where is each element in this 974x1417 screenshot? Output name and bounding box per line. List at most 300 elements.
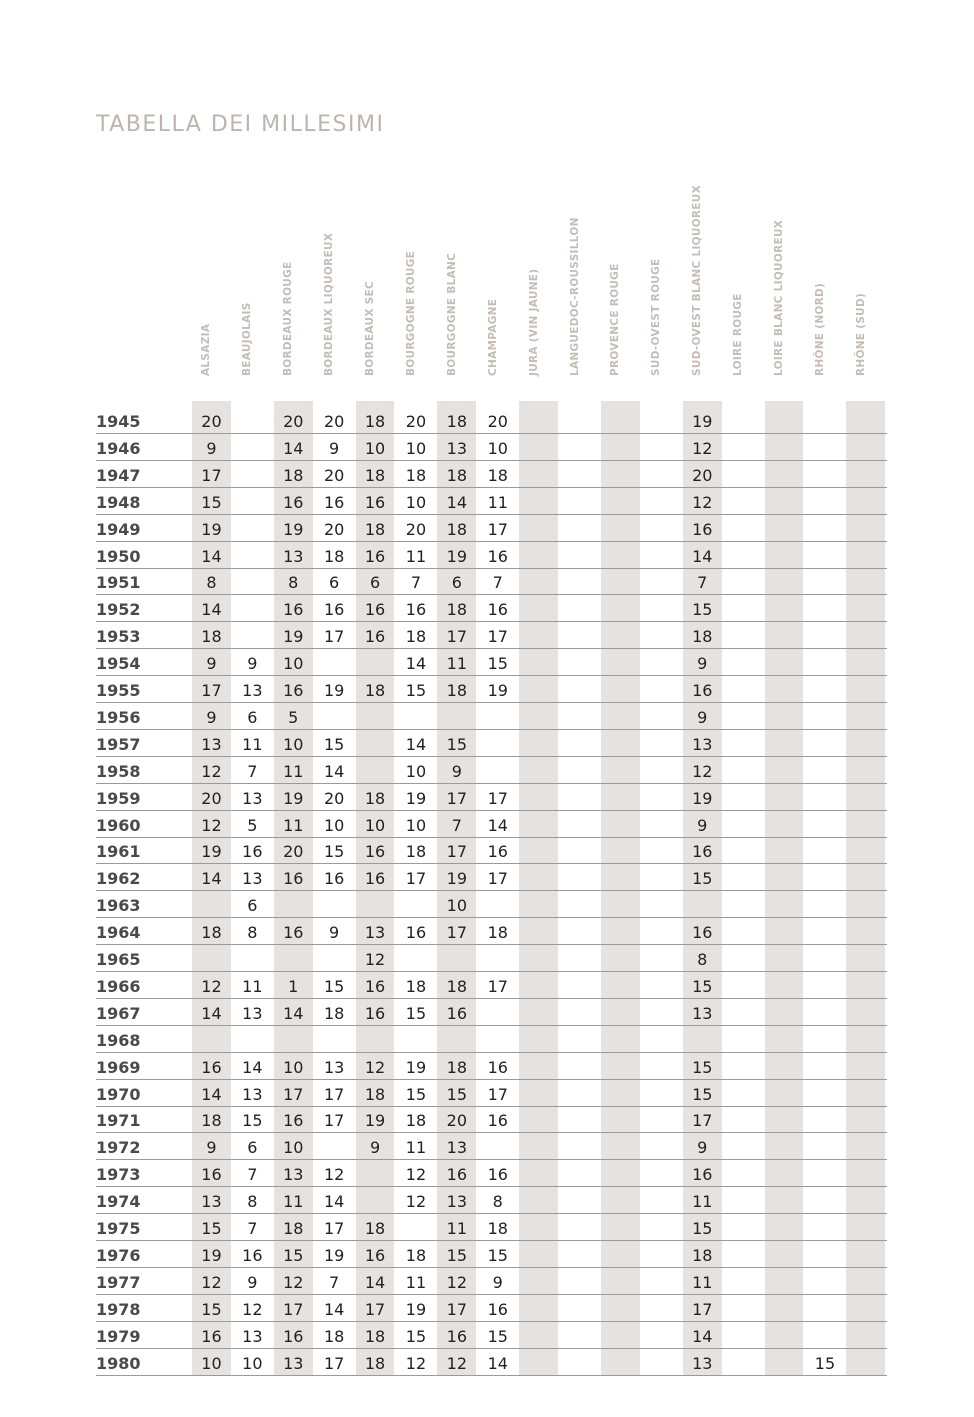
rating-cell — [233, 542, 272, 568]
rating-cell — [601, 891, 640, 917]
year-label: 1966 — [96, 976, 141, 996]
rating-cell: 10 — [405, 492, 427, 512]
rating-cell — [601, 1026, 640, 1052]
rating-cell — [806, 1268, 845, 1294]
rating-cell — [846, 1133, 885, 1159]
rating-cell: 18 — [201, 627, 222, 647]
rating-cell: 13 — [242, 1326, 263, 1346]
year-label: 1979 — [96, 1326, 141, 1346]
table-row — [96, 811, 887, 838]
rating-cell: 16 — [242, 1245, 263, 1265]
rating-cell: 11 — [446, 1219, 468, 1238]
rating-cell: 16 — [364, 1003, 386, 1023]
rating-cell — [765, 1241, 804, 1267]
rating-cell — [806, 972, 845, 998]
rating-cell: 13 — [446, 1192, 468, 1212]
rating-cell — [274, 891, 313, 917]
year-label: 1949 — [96, 519, 141, 539]
rating-cell — [765, 407, 804, 433]
rating-cell — [519, 542, 558, 568]
rating-cell: 15 — [405, 1003, 427, 1023]
rating-cell — [519, 649, 558, 675]
rating-cell — [519, 568, 558, 594]
rating-cell — [519, 1241, 558, 1267]
rating-cell: 8 — [288, 573, 299, 593]
rating-cell: 16 — [364, 842, 386, 862]
rating-cell — [233, 945, 272, 971]
rating-cell — [765, 811, 804, 837]
year-label: 1960 — [96, 815, 141, 835]
rating-cell — [846, 515, 885, 541]
rating-cell — [601, 1106, 640, 1132]
rating-cell: 20 — [446, 1111, 468, 1131]
rating-cell: 17 — [487, 976, 508, 996]
rating-cell: 16 — [283, 681, 304, 700]
rating-cell: 20 — [323, 412, 345, 431]
rating-cell — [560, 864, 599, 890]
rating-cell — [601, 488, 640, 514]
rating-cell: 20 — [405, 519, 427, 539]
rating-cell: 12 — [405, 1165, 427, 1185]
column-header-label: LOIRE BLANC LIQUOREUX — [773, 219, 786, 376]
rating-cell — [642, 649, 681, 675]
rating-cell — [642, 568, 681, 594]
table-row — [96, 1053, 887, 1080]
rating-cell: 18 — [364, 519, 386, 539]
year-label: 1963 — [96, 896, 141, 916]
rating-cell: 16 — [364, 600, 386, 620]
table-row — [96, 945, 887, 972]
rating-cell — [315, 945, 354, 971]
rating-cell — [560, 595, 599, 621]
rating-cell — [724, 864, 763, 890]
rating-cell: 18 — [201, 923, 222, 943]
rating-cell: 16 — [283, 492, 304, 512]
rating-cell: 17 — [323, 1111, 345, 1131]
rating-cell: 9 — [329, 923, 340, 943]
rating-cell: 20 — [201, 412, 222, 431]
rating-cell: 8 — [492, 1192, 503, 1212]
rating-cell: 14 — [364, 1272, 386, 1292]
rating-cell — [519, 622, 558, 648]
table-row — [96, 488, 887, 515]
year-label: 1980 — [96, 1353, 141, 1373]
rating-cell — [519, 1187, 558, 1213]
table-row — [96, 1349, 887, 1376]
column-header-label: RHÔNE (SUD) — [854, 292, 867, 376]
rating-cell — [601, 461, 640, 487]
rating-cell — [397, 891, 436, 917]
rating-cell — [315, 1133, 354, 1159]
rating-cell — [601, 945, 640, 971]
rating-cell: 9 — [697, 654, 708, 674]
rating-cell — [601, 649, 640, 675]
rating-cell — [519, 784, 558, 810]
rating-cell: 16 — [283, 1326, 304, 1346]
rating-cell: 12 — [692, 438, 713, 458]
rating-cell: 6 — [329, 573, 340, 593]
rating-cell: 15 — [283, 1245, 304, 1265]
rating-cell — [519, 811, 558, 837]
rating-cell: 18 — [446, 519, 468, 539]
rating-cell — [724, 1268, 763, 1294]
rating-cell — [765, 676, 804, 702]
rating-cell — [724, 891, 763, 917]
rating-cell — [806, 1187, 845, 1213]
rating-cell — [560, 515, 599, 541]
rating-cell: 15 — [242, 1111, 263, 1131]
rating-cell — [642, 1026, 681, 1052]
rating-cell — [519, 1268, 558, 1294]
rating-cell: 15 — [405, 1084, 427, 1104]
rating-cell — [356, 1026, 395, 1052]
rating-cell — [601, 407, 640, 433]
year-label: 1970 — [96, 1084, 141, 1104]
rating-cell — [519, 1322, 558, 1348]
rating-cell: 18 — [323, 1326, 345, 1346]
rating-cell — [846, 1295, 885, 1321]
rating-cell: 16 — [364, 1245, 386, 1265]
column-header-label: BEAUJOLAIS — [241, 302, 254, 376]
rating-cell: 13 — [692, 1003, 713, 1023]
column-header-label: LANGUEDOC-ROUSSILLON — [568, 217, 581, 376]
rating-cell — [192, 891, 231, 917]
rating-cell: 19 — [201, 1245, 222, 1265]
rating-cell — [724, 407, 763, 433]
rating-cell — [846, 434, 885, 460]
rating-cell: 16 — [405, 600, 427, 620]
rating-cell — [519, 1160, 558, 1186]
rating-cell: 9 — [451, 761, 462, 781]
rating-cell: 6 — [247, 896, 258, 916]
rating-cell: 18 — [487, 923, 508, 943]
rating-cell — [560, 784, 599, 810]
rating-cell: 17 — [446, 1299, 468, 1319]
rating-cell — [724, 515, 763, 541]
rating-cell — [724, 1106, 763, 1132]
rating-cell: 8 — [247, 1192, 258, 1212]
rating-cell: 9 — [369, 1138, 381, 1158]
rating-cell — [806, 1322, 845, 1348]
page-title: TABELLA DEI MILLESIMI — [96, 112, 385, 137]
rating-cell: 13 — [283, 546, 304, 566]
column-header — [192, 180, 233, 388]
year-label: 1975 — [96, 1219, 141, 1238]
rating-cell: 5 — [247, 815, 258, 835]
rating-cell — [519, 461, 558, 487]
rating-cell: 20 — [692, 465, 713, 485]
rating-cell — [642, 676, 681, 702]
rating-cell: 13 — [692, 734, 713, 754]
rating-cell — [806, 407, 845, 433]
rating-cell — [437, 703, 476, 729]
rating-cell — [560, 999, 599, 1025]
rating-cell: 14 — [487, 815, 508, 835]
rating-cell: 13 — [242, 788, 263, 808]
rating-cell: 1 — [288, 976, 299, 996]
rating-cell — [315, 1026, 354, 1052]
rating-cell: 7 — [451, 815, 462, 835]
rating-cell: 18 — [364, 788, 386, 808]
rating-cell: 9 — [697, 815, 708, 835]
rating-cell: 18 — [446, 976, 468, 996]
table-row — [96, 1080, 887, 1107]
rating-cell: 18 — [405, 1245, 427, 1265]
rating-cell: 17 — [405, 869, 427, 889]
rating-cell: 15 — [201, 492, 222, 512]
rating-cell: 19 — [405, 1057, 427, 1077]
rating-cell: 18 — [364, 412, 386, 431]
rating-cell: 19 — [405, 1299, 427, 1319]
rating-cell — [765, 542, 804, 568]
rating-cell: 9 — [329, 438, 340, 458]
rating-cell: 9 — [697, 1138, 708, 1158]
table-row — [96, 999, 887, 1026]
rating-cell — [806, 784, 845, 810]
rating-cell: 6 — [369, 573, 381, 593]
year-label: 1952 — [96, 600, 141, 620]
rating-cell: 6 — [451, 573, 462, 593]
rating-cell — [560, 1133, 599, 1159]
year-label: 1964 — [96, 923, 141, 943]
year-label: 1955 — [96, 681, 141, 700]
rating-cell — [601, 622, 640, 648]
rating-cell: 16 — [364, 869, 386, 889]
column-header — [724, 180, 765, 388]
rating-cell — [233, 515, 272, 541]
column-header-label: SUD-OVEST ROUGE — [650, 258, 663, 376]
rating-cell — [846, 837, 885, 863]
rating-cell: 16 — [364, 492, 386, 512]
rating-cell: 19 — [692, 788, 713, 808]
rating-cell — [560, 757, 599, 783]
rating-cell — [478, 730, 517, 756]
column-header-label: CHAMPAGNE — [486, 298, 499, 376]
rating-cell — [315, 891, 354, 917]
table-row — [96, 864, 887, 891]
rating-cell — [642, 407, 681, 433]
rating-cell — [765, 730, 804, 756]
rating-cell — [519, 515, 558, 541]
rating-cell — [560, 1187, 599, 1213]
rating-cell: 17 — [487, 627, 508, 647]
column-header — [560, 180, 601, 388]
rating-cell — [601, 730, 640, 756]
rating-cell — [765, 1106, 804, 1132]
year-label: 1968 — [96, 1030, 141, 1050]
rating-cell — [519, 757, 558, 783]
rating-cell: 10 — [283, 1057, 304, 1077]
rating-cell: 16 — [487, 1299, 508, 1319]
rating-cell: 13 — [446, 1138, 468, 1158]
rating-cell: 12 — [323, 1165, 345, 1185]
rating-cell — [765, 1349, 804, 1375]
rating-cell — [846, 568, 885, 594]
rating-cell — [601, 972, 640, 998]
rating-cell: 12 — [242, 1299, 263, 1319]
rating-cell — [765, 1187, 804, 1213]
rating-cell: 10 — [323, 815, 345, 835]
rating-cell — [601, 676, 640, 702]
column-header-label: JURA (VIN JAUNE) — [527, 268, 540, 376]
rating-cell — [356, 730, 395, 756]
rating-cell — [765, 972, 804, 998]
column-header — [397, 180, 438, 388]
rating-cell — [765, 568, 804, 594]
rating-cell — [724, 1295, 763, 1321]
rating-cell: 20 — [323, 788, 345, 808]
rating-cell: 15 — [487, 654, 508, 674]
rating-cell — [806, 999, 845, 1025]
rating-cell — [806, 891, 845, 917]
rating-cell: 18 — [201, 1111, 222, 1131]
rating-cell: 16 — [487, 546, 508, 566]
rating-cell — [765, 595, 804, 621]
rating-cell — [356, 757, 395, 783]
rating-cell: 17 — [283, 1299, 304, 1319]
rating-cell: 17 — [446, 842, 468, 862]
rating-cell: 18 — [487, 465, 508, 485]
column-header-label: RHÔNE (NORD) — [813, 282, 826, 376]
rating-cell — [601, 1295, 640, 1321]
rating-cell — [724, 1160, 763, 1186]
rating-cell — [806, 568, 845, 594]
rating-cell: 9 — [206, 438, 217, 458]
rating-cell — [806, 595, 845, 621]
rating-cell — [356, 891, 395, 917]
rating-cell: 8 — [206, 573, 217, 593]
rating-cell: 16 — [242, 842, 263, 862]
rating-cell — [356, 1160, 395, 1186]
rating-cell — [519, 1053, 558, 1079]
rating-cell — [806, 837, 845, 863]
rating-cell: 16 — [323, 869, 345, 889]
rating-cell — [846, 542, 885, 568]
rating-cell: 14 — [283, 438, 304, 458]
year-label: 1948 — [96, 492, 141, 512]
table-row — [96, 568, 887, 595]
rating-cell — [560, 1349, 599, 1375]
rating-cell: 19 — [487, 681, 508, 700]
rating-cell — [642, 703, 681, 729]
column-header-label: BOURGOGNE ROUGE — [404, 250, 417, 376]
rating-cell — [806, 676, 845, 702]
column-header — [683, 180, 724, 388]
rating-cell — [806, 1295, 845, 1321]
rating-cell — [519, 891, 558, 917]
rating-cell: 17 — [692, 1299, 713, 1319]
rating-cell: 14 — [487, 1353, 508, 1373]
rating-cell — [601, 1053, 640, 1079]
rating-cell — [806, 542, 845, 568]
rating-cell — [846, 676, 885, 702]
rating-cell — [601, 1268, 640, 1294]
rating-cell — [846, 649, 885, 675]
rating-cell: 9 — [492, 1272, 503, 1292]
rating-cell — [601, 1322, 640, 1348]
rating-cell: 19 — [283, 519, 304, 539]
rating-cell: 19 — [692, 412, 713, 431]
rating-cell — [601, 542, 640, 568]
rating-cell — [601, 703, 640, 729]
rating-cell — [724, 461, 763, 487]
rating-cell: 10 — [405, 761, 427, 781]
rating-cell: 16 — [201, 1165, 222, 1185]
year-label: 1947 — [96, 465, 141, 485]
rating-cell — [560, 891, 599, 917]
rating-cell — [765, 1133, 804, 1159]
rating-cell — [560, 730, 599, 756]
rating-cell — [806, 461, 845, 487]
rating-cell — [683, 1026, 722, 1052]
rating-cell: 7 — [410, 573, 422, 593]
rating-cell — [519, 676, 558, 702]
rating-cell: 15 — [814, 1353, 836, 1373]
rating-cell — [601, 757, 640, 783]
rating-cell — [601, 784, 640, 810]
rating-cell — [560, 649, 599, 675]
rating-cell: 19 — [405, 788, 427, 808]
rating-cell — [601, 1133, 640, 1159]
year-label: 1959 — [96, 788, 141, 808]
rating-cell: 17 — [323, 1353, 345, 1373]
rating-cell — [642, 434, 681, 460]
rating-cell: 9 — [206, 1138, 217, 1158]
rating-cell — [478, 999, 517, 1025]
year-label: 1971 — [96, 1111, 141, 1131]
rating-cell: 15 — [487, 1326, 508, 1346]
rating-cell — [724, 1133, 763, 1159]
rating-cell: 16 — [283, 869, 304, 889]
rating-cell — [233, 434, 272, 460]
rating-cell: 11 — [405, 1272, 427, 1292]
rating-cell: 12 — [201, 761, 222, 781]
rating-cell — [560, 972, 599, 998]
rating-cell: 7 — [492, 573, 503, 593]
rating-cell: 18 — [364, 465, 386, 485]
rating-cell — [397, 1026, 436, 1052]
rating-cell — [560, 676, 599, 702]
rating-cell — [642, 1053, 681, 1079]
rating-cell — [519, 945, 558, 971]
rating-cell: 16 — [364, 546, 386, 566]
rating-cell — [642, 864, 681, 890]
rating-cell: 11 — [283, 815, 304, 835]
rating-cell: 19 — [364, 1111, 386, 1131]
rating-cell: 18 — [446, 600, 468, 620]
rating-cell — [724, 1053, 763, 1079]
rating-cell — [519, 837, 558, 863]
table-row — [96, 1241, 887, 1268]
year-label: 1954 — [96, 654, 141, 674]
rating-cell: 18 — [283, 1219, 304, 1238]
rating-cell — [642, 542, 681, 568]
table-row — [96, 649, 887, 676]
rating-cell — [846, 864, 885, 890]
rating-cell — [642, 1241, 681, 1267]
rating-cell: 13 — [242, 1084, 263, 1104]
rating-cell — [192, 1026, 231, 1052]
rating-cell — [806, 1026, 845, 1052]
rating-cell — [642, 1268, 681, 1294]
rating-cell: 12 — [446, 1353, 468, 1373]
rating-cell: 18 — [446, 412, 468, 431]
rating-cell — [765, 488, 804, 514]
rating-cell: 13 — [364, 923, 386, 943]
table-row — [96, 1268, 887, 1295]
row-divider — [96, 1375, 887, 1376]
rating-cell — [846, 945, 885, 971]
